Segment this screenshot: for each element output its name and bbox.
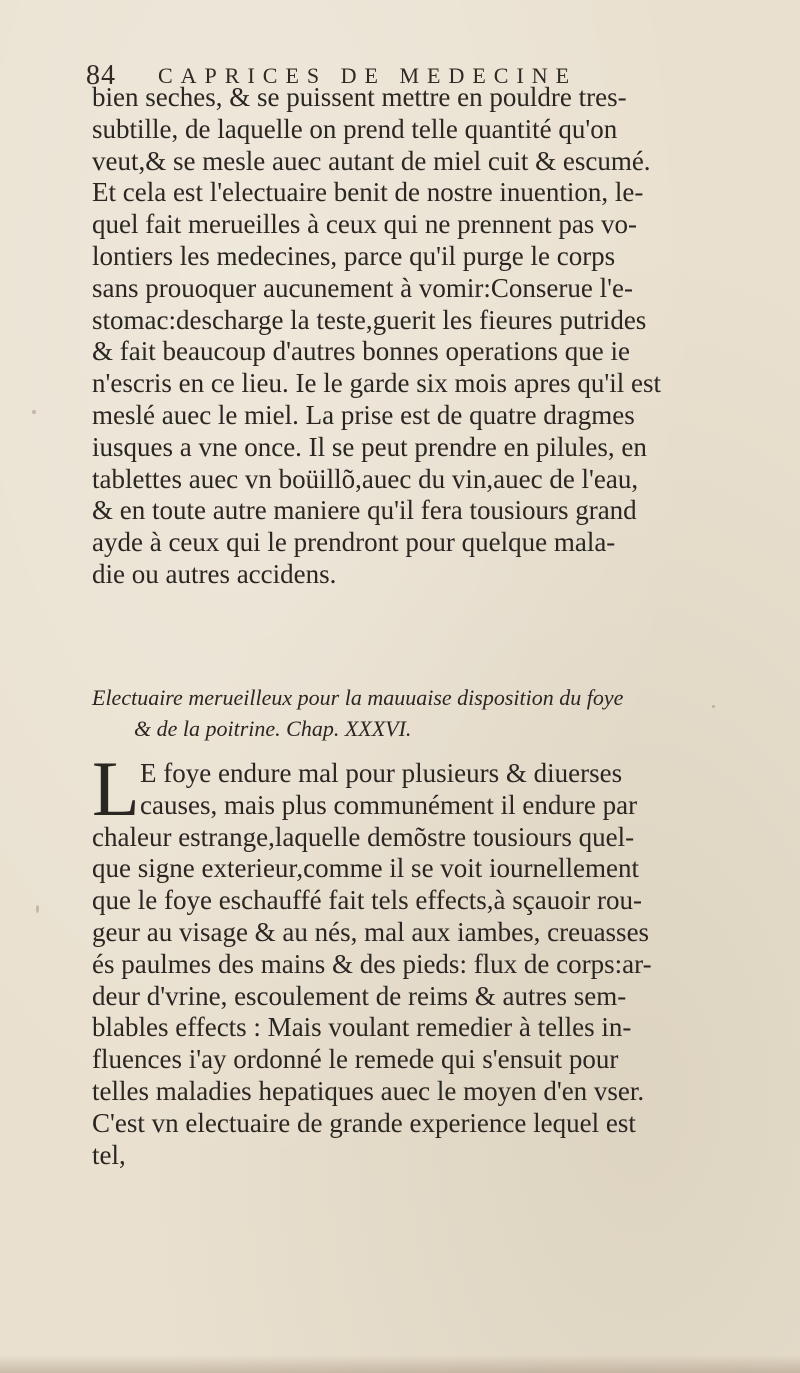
text-line: telles maladies hepatiques auec le moyen d'en vser. bbox=[92, 1075, 645, 1106]
text-line: lontiers les medecines, parce qu'il purge le corps bbox=[92, 240, 616, 271]
text-line: Et cela est l'electuaire benit de nostre inuention, le- bbox=[92, 177, 644, 208]
chapter-heading-line-1: Electuaire merueilleux pour la mauuaise disposition du foye bbox=[92, 685, 624, 710]
chapter-heading bbox=[92, 682, 768, 744]
drop-cap: L bbox=[92, 745, 140, 832]
text-line: blables effects : Mais voulant remedier à telles in- bbox=[92, 1012, 632, 1043]
text-line: fluences i'ay ordonné le remede qui s'ensuit pour bbox=[92, 1044, 619, 1075]
text-line: stomac:descharge la teste,guerit les fieures putrides bbox=[92, 304, 647, 335]
text-line: C'est vn electuaire de grande experience lequel est bbox=[92, 1107, 636, 1138]
text-line: subtille, de laquelle on prend telle quantité qu'on bbox=[92, 113, 618, 144]
text-line: sans prouoquer aucunement à vomir:Conserue l'e- bbox=[92, 272, 633, 303]
text-line: E foye endure mal pour plusieurs & diuerses bbox=[140, 758, 623, 788]
text-line: n'escris en ce lieu. Ie le garde six mois apres qu'il est bbox=[92, 368, 662, 399]
page-bottom-edge bbox=[0, 1355, 800, 1373]
text-line: deur d'vrine, escoulement de reims & autres sem- bbox=[92, 980, 627, 1011]
text-line: ayde à ceux qui le prendront pour quelque mala- bbox=[92, 527, 616, 558]
text-line: és paulmes des mains & des pieds: flux de corps:ar- bbox=[92, 948, 652, 979]
text-line: veut,& se mesle auec autant de miel cuit & escumé. bbox=[92, 145, 651, 176]
text-line: iusques a vne once. Il se peut prendre en pilules, en bbox=[92, 431, 647, 462]
paper-speck bbox=[32, 410, 36, 414]
paper-speck bbox=[36, 905, 39, 913]
text-line: chaleur estrange,laquelle demõstre tousiours quel- bbox=[92, 821, 635, 852]
running-title: CAPRICES DE MEDECINE bbox=[158, 63, 578, 88]
text-line: que signe exterieur,comme il se voit iournellement bbox=[92, 853, 640, 884]
text-line: bien seches, & se puissent mettre en pouldre tres- bbox=[92, 82, 627, 112]
text-line: causes, mais plus communément il endure par bbox=[140, 789, 638, 820]
text-line: & fait beaucoup d'autres bonnes operations que ie bbox=[92, 336, 630, 367]
page-number: 84 bbox=[86, 60, 116, 91]
text-line: tablettes auec vn boüillõ,auec du vin,auec de l'eau, bbox=[92, 463, 639, 494]
paragraph-1 bbox=[92, 82, 768, 591]
text-line: tel, bbox=[92, 1139, 126, 1170]
text-line: die ou autres accidens. bbox=[92, 558, 337, 589]
paper-speck bbox=[712, 705, 715, 708]
chapter-heading-line-2: & de la poitrine. Chap. XXXVI. bbox=[134, 716, 412, 741]
text-line: que le foye eschauffé fait tels effects,à sçauoir rou- bbox=[92, 885, 642, 916]
text-line: meslé auec le miel. La prise est de quatre dragmes bbox=[92, 399, 635, 430]
text-line: quel fait merueilles à ceux qui ne prennent pas vo- bbox=[92, 209, 638, 240]
text-line: geur au visage & au nés, mal aux iambes, creuasses bbox=[92, 916, 650, 947]
text-line: & en toute autre maniere qu'il fera tousiours grand bbox=[92, 495, 637, 526]
paragraph-2 bbox=[92, 745, 768, 1171]
